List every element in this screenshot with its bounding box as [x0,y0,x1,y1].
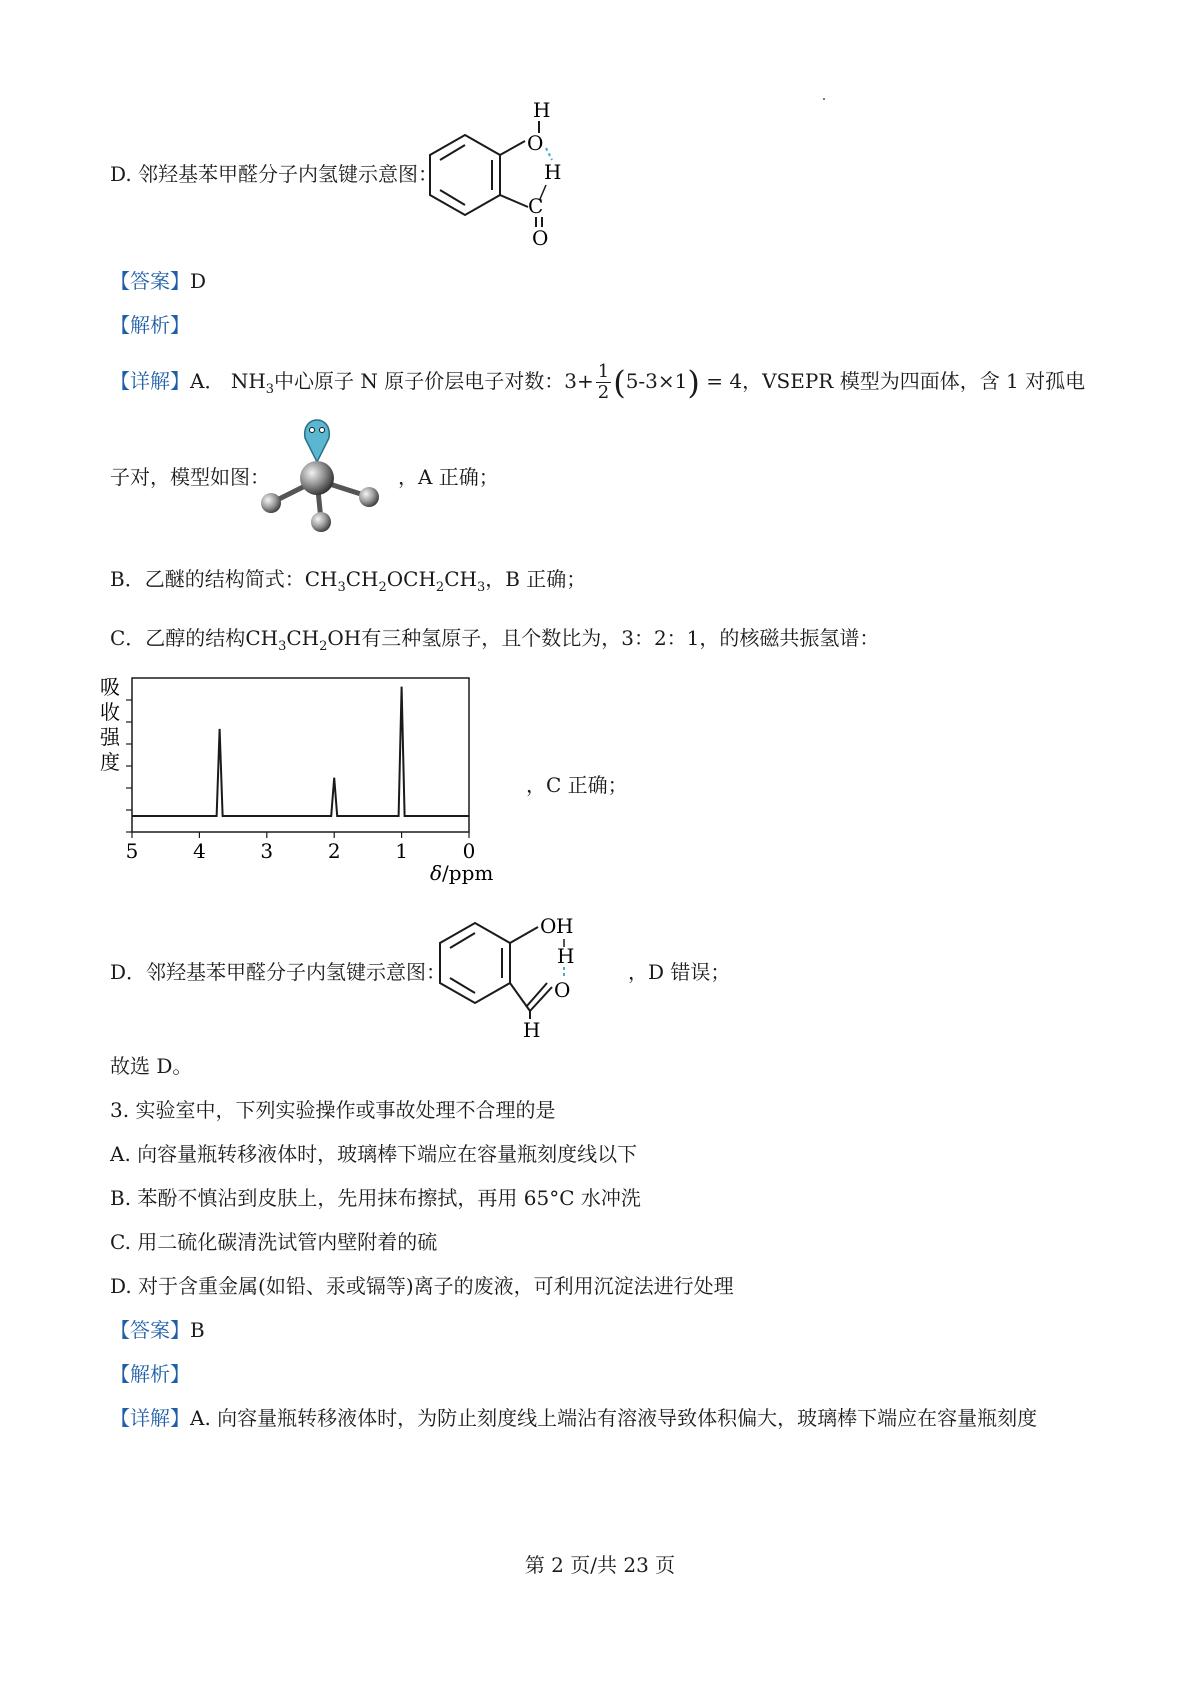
x-tick-label: 1 [395,839,408,863]
atom-o-hydroxyl: O [540,914,557,938]
x-tick-label: 2 [327,839,341,863]
x-tick-label: 5 [125,839,139,863]
atom-o-carbonyl: O [554,978,571,1002]
nh3-vsepr-model [255,410,395,545]
y-axis-label-char: 吸 [100,675,120,699]
question3-stem: 3. 实验室中，下列实验操作或事故处理不合理的是 [110,1098,556,1122]
y-axis-label-char: 收 [100,700,120,724]
atom-c-carbonyl: C [528,194,544,218]
question3-option-d: D. 对于含重金属(如铅、汞或镉等)离子的废液，可利用沉淀法进行处理 [110,1274,734,1298]
y-axis-label-char: 强 [100,725,120,749]
nmr-spectrum-chart [100,670,520,890]
question3-option-a: A. 向容量瓶转移液体时，玻璃棒下端应在容量瓶刻度线以下 [110,1142,638,1166]
atom-h-bond: H [557,944,575,968]
detail-d-prefix: D．邻羟基苯甲醛分子内氢键示意图： [110,960,447,984]
fraction-one-half: $\frac{1}{2}$ [597,361,610,403]
answer-line: 【答案】D [110,269,207,293]
detail-a-line2-prefix: 子对，模型如图： [110,465,270,489]
x-tick-label: 4 [193,839,206,863]
analysis3-line: 【解析】 [110,1362,190,1386]
atom-h-aldehyde: H [523,1018,541,1042]
x-tick-label: 0 [462,839,476,863]
answer3-line: 【答案】B [110,1318,205,1342]
question3-option-b: B. 苯酚不慎沾到皮肤上，先用抹布擦拭，再用 65°C 水冲洗 [110,1186,641,1210]
atom-o-hydroxyl: O [527,131,544,155]
y-axis-label-char: 度 [100,750,120,774]
salicylaldehyde-structure-question [420,95,600,255]
question-option-d: D. 邻羟基苯甲醛分子内氢键示意图： [110,162,439,186]
detail-a-line2-suffix: ，A 正确； [398,465,499,489]
atom-h-top: H [533,98,551,122]
detail-d-suffix: ，D 错误； [628,960,731,984]
conclusion: 故选 D。 [110,1054,193,1078]
detail-b: B．乙醚的结构简式：$CH_3CH_2OCH_2CH_3$，B 正确； [110,567,587,595]
atom-h-hydroxyl: H [556,914,574,938]
analysis-line: 【解析】 [110,313,190,337]
speck [823,98,825,100]
detail-c-after-chart: ，C 正确； [526,773,628,797]
salicylaldehyde-structure-correct [430,895,630,1045]
page-footer: 第 2 页/共 23 页 [524,1553,676,1577]
atom-h-aldehyde: H [544,160,562,184]
detail-a-line1: 【详解】A． $NH_3$中心原子 N 原子价层电子对数：3+ $\frac{1}{2}$ (5-3×1) = 4，VSEPR 模型为四面体，含 1 对孤电 [110,361,1086,403]
question3-option-c: C. 用二硫化碳清洗试管内壁附着的硫 [110,1230,438,1254]
spectrum-line [132,687,469,816]
x-tick-label: 3 [260,839,274,863]
atom-o-carbonyl: O [532,226,549,250]
detail3-line: 【详解】A. 向容量瓶转移液体时，为防止刻度线上端沾有溶液导致体积偏大，玻璃棒下端应在容量瓶刻度 [110,1406,1038,1430]
detail-c: C．乙醇的结构$CH_3CH_2OH$有三种氢原子，且个数比为，3：2：1，的核磁共振氢谱： [110,626,880,654]
x-axis-label: δ/ppm [430,861,494,885]
